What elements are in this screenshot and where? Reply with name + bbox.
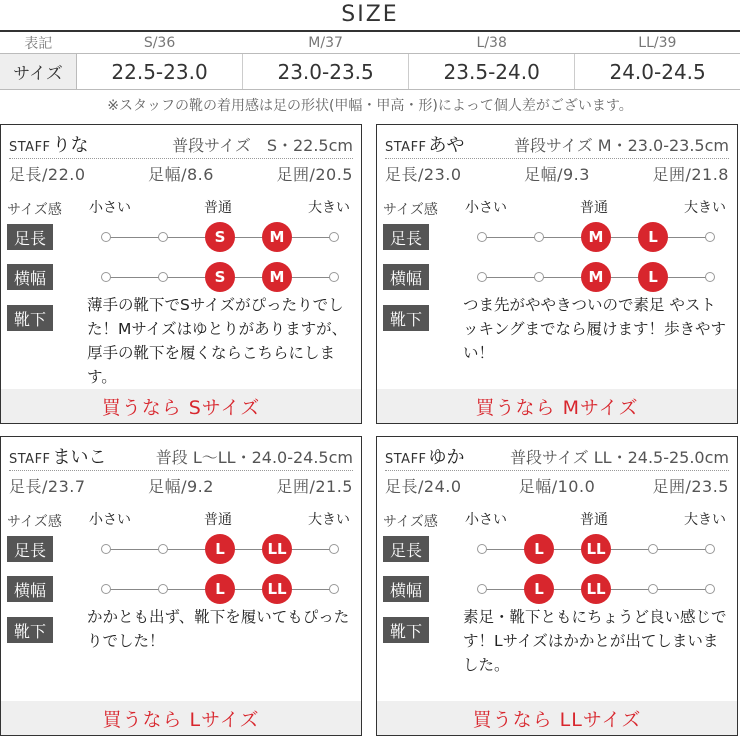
- width-tag: 横幅: [7, 264, 53, 290]
- foot-length-value: 足長/22.0: [9, 165, 86, 184]
- socks-tag: 靴下: [383, 305, 429, 331]
- foot-girth-value: 足囲/21.8: [652, 165, 729, 184]
- scale-small-label: 小さい: [465, 512, 507, 528]
- scale-large-label: 大きい: [308, 512, 350, 528]
- staff-comment: つま先がややきついので素足 やストッキングまでなら履けます！歩きやすい！: [463, 296, 727, 362]
- fit-scale-dot: [329, 544, 339, 554]
- size-mark: L: [638, 222, 668, 252]
- foot-width-value: 足幅/10.0: [518, 477, 596, 496]
- scale-normal-label: 普通: [580, 200, 608, 216]
- staff-label: STAFF: [385, 452, 427, 467]
- fit-scale-label: サイズ感: [383, 514, 438, 530]
- scale-large-label: 大きい: [308, 200, 350, 216]
- scale-small-label: 小さい: [465, 200, 507, 216]
- length-tag: 足長: [7, 536, 53, 562]
- staff-card: [376, 124, 738, 424]
- width-tag: 横幅: [383, 576, 429, 602]
- usual-size: 普段サイズ LL・24.5-25.0cm: [509, 448, 729, 467]
- fit-scale-dot: [477, 272, 487, 282]
- size-table-range: 24.0-24.5: [575, 54, 740, 90]
- foot-measurements: [385, 162, 729, 185]
- foot-girth-value: 足囲/23.5: [652, 477, 729, 496]
- staff-label: STAFF: [9, 452, 51, 467]
- foot-length-value: 足長/23.0: [385, 165, 462, 184]
- fit-scale-dot: [158, 584, 168, 594]
- foot-girth-value: 足囲/21.5: [276, 477, 353, 496]
- recommended-size: 買うなら LLサイズ: [377, 701, 737, 735]
- size-table-size: LL/39: [575, 33, 740, 54]
- fit-scale-dot: [101, 232, 111, 242]
- fit-scale-dot: [329, 232, 339, 242]
- size-mark: L: [638, 262, 668, 292]
- usual-size: 普段サイズ S・22.5cm: [172, 136, 353, 155]
- size-table-range: 22.5-23.0: [77, 54, 243, 90]
- size-mark: LL: [262, 574, 292, 604]
- foot-length-value: 足長/23.7: [9, 477, 86, 496]
- size-mark: LL: [581, 574, 611, 604]
- recommended-size: 買うなら Sサイズ: [1, 389, 361, 423]
- staff-label: STAFF: [385, 140, 427, 155]
- size-mark: LL: [581, 534, 611, 564]
- size-mark: L: [205, 534, 235, 564]
- scale-small-label: 小さい: [89, 512, 131, 528]
- fit-scale-dot: [705, 232, 715, 242]
- size-mark: S: [205, 262, 235, 292]
- fit-scale-label: サイズ感: [7, 514, 62, 530]
- size-mark: M: [581, 262, 611, 292]
- recommended-size: 買うなら Lサイズ: [1, 701, 361, 735]
- staff-label: STAFF: [9, 140, 51, 155]
- fit-scale-dot: [477, 232, 487, 242]
- fit-scale-label: サイズ感: [7, 202, 62, 218]
- usual-size: 普段 L〜LL・24.0-24.5cm: [155, 448, 353, 467]
- size-table-row-label: サイズ: [0, 54, 77, 90]
- header-divider: [9, 158, 353, 159]
- header-divider: [9, 470, 353, 471]
- size-table-header-row: [0, 33, 740, 54]
- foot-measurements: [385, 474, 729, 497]
- staff-name: まいこ: [52, 447, 107, 468]
- fit-scale-dot: [534, 232, 544, 242]
- fit-disclaimer: ※スタッフの靴の着用感は足の形状(甲幅・甲高・形)によって個人差がございます。: [107, 98, 633, 114]
- length-tag: 足長: [7, 224, 53, 250]
- fit-scale-dot: [477, 584, 487, 594]
- size-mark: M: [262, 222, 292, 252]
- fit-scale-dot: [648, 584, 658, 594]
- staff-name: ゆか: [428, 447, 465, 468]
- staff-header: [385, 131, 729, 159]
- fit-scale-dot: [477, 544, 487, 554]
- page-title: SIZE: [341, 2, 399, 27]
- foot-width-value: 足幅/9.3: [524, 165, 590, 184]
- foot-length-value: 足長/24.0: [385, 477, 462, 496]
- scale-large-label: 大きい: [684, 200, 726, 216]
- staff-card: [0, 436, 362, 736]
- header-divider: [385, 158, 729, 159]
- size-mark: LL: [262, 534, 292, 564]
- staff-comment: かかとも出ず、靴下を履いてもぴったりでした！: [87, 608, 350, 650]
- size-mark: M: [262, 262, 292, 292]
- socks-tag: 靴下: [7, 617, 53, 643]
- header-divider: [385, 470, 729, 471]
- scale-large-label: 大きい: [684, 512, 726, 528]
- fit-scale-dot: [101, 544, 111, 554]
- size-mark: L: [524, 534, 554, 564]
- fit-scale-dot: [158, 544, 168, 554]
- staff-name: あや: [428, 135, 465, 156]
- size-table: [0, 33, 740, 90]
- recommended-size: 買うなら Mサイズ: [377, 389, 737, 423]
- staff-header: [9, 131, 353, 159]
- staff-card: [0, 124, 362, 424]
- width-tag: 横幅: [7, 576, 53, 602]
- fit-scale-dot: [101, 272, 111, 282]
- fit-scale-dot: [101, 584, 111, 594]
- fit-scale-dot: [158, 232, 168, 242]
- foot-width-value: 足幅/8.6: [148, 165, 214, 184]
- scale-normal-label: 普通: [580, 512, 608, 528]
- staff-header: [9, 443, 353, 471]
- size-table-range: 23.0-23.5: [243, 54, 409, 90]
- socks-tag: 靴下: [383, 617, 429, 643]
- size-table-size: S/36: [77, 33, 243, 54]
- fit-scale-dot: [329, 272, 339, 282]
- scale-normal-label: 普通: [204, 200, 232, 216]
- size-table-range: 23.5-24.0: [409, 54, 575, 90]
- foot-width-value: 足幅/9.2: [148, 477, 214, 496]
- fit-scale-dot: [705, 584, 715, 594]
- staff-name: りな: [52, 135, 89, 156]
- fit-scale-dot: [648, 544, 658, 554]
- scale-normal-label: 普通: [204, 512, 232, 528]
- fit-scale-dot: [705, 272, 715, 282]
- size-mark: L: [524, 574, 554, 604]
- fit-scale-dot: [329, 584, 339, 594]
- staff-card: [376, 436, 738, 736]
- length-tag: 足長: [383, 536, 429, 562]
- size-mark: M: [581, 222, 611, 252]
- size-table-size: M/37: [243, 33, 409, 54]
- scale-small-label: 小さい: [89, 200, 131, 216]
- size-mark: L: [205, 574, 235, 604]
- usual-size: 普段サイズ M・23.0-23.5cm: [513, 136, 729, 155]
- foot-girth-value: 足囲/20.5: [276, 165, 353, 184]
- length-tag: 足長: [383, 224, 429, 250]
- fit-scale-dot: [705, 544, 715, 554]
- foot-measurements: [9, 162, 353, 185]
- foot-measurements: [9, 474, 353, 497]
- size-table-size: L/38: [409, 33, 575, 54]
- title-divider: [0, 30, 740, 32]
- size-table-label-header: 表記: [0, 33, 77, 54]
- staff-header: [385, 443, 729, 471]
- width-tag: 横幅: [383, 264, 429, 290]
- fit-scale-label: サイズ感: [383, 202, 438, 218]
- socks-tag: 靴下: [7, 305, 53, 331]
- fit-scale-dot: [158, 272, 168, 282]
- staff-comment: 薄手の靴下でSサイズがぴったりでした！Mサイズはゆとりがありますが、厚手の靴下を履くならこちらにします。: [87, 296, 348, 386]
- fit-scale-dot: [534, 272, 544, 282]
- size-mark: S: [205, 222, 235, 252]
- size-table-row: [0, 54, 740, 90]
- staff-comment: 素足・靴下ともにちょうど良い感じです！Lサイズはかかとが出てしまいました。: [463, 608, 727, 674]
